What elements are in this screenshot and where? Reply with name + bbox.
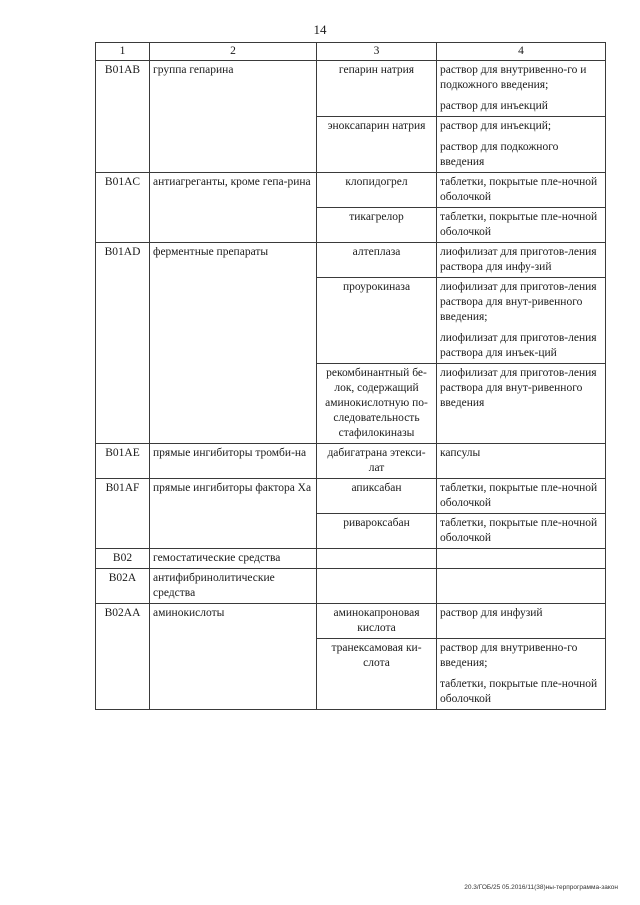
- drug-name-cell: тикагрелор: [317, 208, 437, 243]
- atc-code-cell: B01AC: [96, 173, 150, 243]
- dosage-form-text: таблетки, покрытые пле-ночной оболочкой: [440, 211, 598, 238]
- group-name-cell: ферментные препараты: [150, 243, 317, 444]
- table-header-row: [96, 43, 606, 61]
- column-header: 4: [437, 43, 606, 61]
- dosage-form-text: раствор для внутривенно-го введения;: [440, 642, 578, 669]
- table-row: [96, 479, 606, 514]
- column-header: 3: [317, 43, 437, 61]
- dosage-forms-cell: [437, 569, 606, 604]
- dosage-form-text: лиофилизат для приготов-ления раствора для внут-ривенного введения;: [440, 281, 597, 323]
- atc-code-cell: B02A: [96, 569, 150, 604]
- drug-name-cell: эноксапарин натрия: [317, 117, 437, 173]
- dosage-form-text: лиофилизат для приготов-ления раствора для инъек-ций: [440, 332, 597, 359]
- table-body: [96, 61, 606, 710]
- table-row: [96, 569, 606, 604]
- dosage-form-text: раствор для внутривенно-го и подкожного введения;: [440, 64, 587, 91]
- dosage-forms-cell: [437, 278, 606, 364]
- dosage-form-text: таблетки, покрытые пле-ночной оболочкой: [440, 176, 598, 203]
- dosage-forms-cell: [437, 639, 606, 710]
- dosage-forms-cell: [437, 604, 606, 639]
- dosage-forms-cell: [437, 364, 606, 444]
- atc-code-cell: B02AA: [96, 604, 150, 710]
- atc-code-cell: B02: [96, 549, 150, 569]
- dosage-form-text: таблетки, покрытые пле-ночной оболочкой: [440, 517, 598, 544]
- dosage-form-text: капсулы: [440, 447, 481, 459]
- group-name-cell: аминокислоты: [150, 604, 317, 710]
- drug-name-cell: гепарин натрия: [317, 61, 437, 117]
- dosage-form-text: раствор для инъекций;: [440, 120, 552, 132]
- drug-name-cell: дабигатрана этекси-лат: [317, 444, 437, 479]
- dosage-form-text: таблетки, покрытые пле-ночной оболочкой: [440, 482, 598, 509]
- table-row: [96, 173, 606, 208]
- dosage-forms-cell: [437, 479, 606, 514]
- atc-code-cell: B01AF: [96, 479, 150, 549]
- dosage-forms-cell: [437, 208, 606, 243]
- drug-name-cell: ривароксабан: [317, 514, 437, 549]
- group-name-cell: гемостатические средства: [150, 549, 317, 569]
- atc-code-cell: B01AE: [96, 444, 150, 479]
- dosage-forms-cell: [437, 514, 606, 549]
- dosage-form-text: раствор для инъекций: [440, 100, 548, 112]
- dosage-forms-cell: [437, 117, 606, 173]
- atc-code-cell: B01AD: [96, 243, 150, 444]
- table-row: [96, 243, 606, 278]
- column-header: 1: [96, 43, 150, 61]
- drug-name-cell: рекомбинантный бе-лок, содержащий аминокислотную по-следовательность стафилокиназы: [317, 364, 437, 444]
- group-name-cell: антиагреганты, кроме гепа-рина: [150, 173, 317, 243]
- table-row: [96, 444, 606, 479]
- group-name-cell: прямые ингибиторы фактора Xa: [150, 479, 317, 549]
- drug-name-cell: аминокапроновая кислота: [317, 604, 437, 639]
- dosage-forms-cell: [437, 549, 606, 569]
- dosage-form-text: раствор для подкожного введения: [440, 141, 559, 168]
- drug-name-cell: апиксабан: [317, 479, 437, 514]
- drug-name-cell: [317, 549, 437, 569]
- drug-name-cell: транексамовая ки-слота: [317, 639, 437, 710]
- page-number: 14: [313, 22, 327, 37]
- drug-name-cell: алтеплаза: [317, 243, 437, 278]
- table-row: [96, 549, 606, 569]
- footer-file-reference: 20.3/ГОБ/25 05.2016/11(38)ны-терпрограмма-закон: [464, 884, 618, 891]
- atc-code-cell: B01AB: [96, 61, 150, 173]
- drug-name-cell: клопидогрел: [317, 173, 437, 208]
- drug-name-cell: [317, 569, 437, 604]
- dosage-form-text: лиофилизат для приготов-ления раствора для инфу-зий: [440, 246, 597, 273]
- dosage-forms-cell: [437, 61, 606, 117]
- group-name-cell: группа гепарина: [150, 61, 317, 173]
- dosage-form-text: лиофилизат для приготов-ления раствора для внут-ривенного введения: [440, 367, 597, 409]
- dosage-forms-cell: [437, 243, 606, 278]
- dosage-forms-cell: [437, 444, 606, 479]
- dosage-form-text: раствор для инфузий: [440, 607, 543, 619]
- group-name-cell: антифибринолитические средства: [150, 569, 317, 604]
- dosage-forms-cell: [437, 173, 606, 208]
- dosage-form-text: таблетки, покрытые пле-ночной оболочкой: [440, 678, 598, 705]
- table-row: [96, 61, 606, 117]
- group-name-cell: прямые ингибиторы тромби-на: [150, 444, 317, 479]
- drug-name-cell: проурокиназа: [317, 278, 437, 364]
- column-header: 2: [150, 43, 317, 61]
- drug-list-table: [95, 42, 606, 710]
- table-row: [96, 604, 606, 639]
